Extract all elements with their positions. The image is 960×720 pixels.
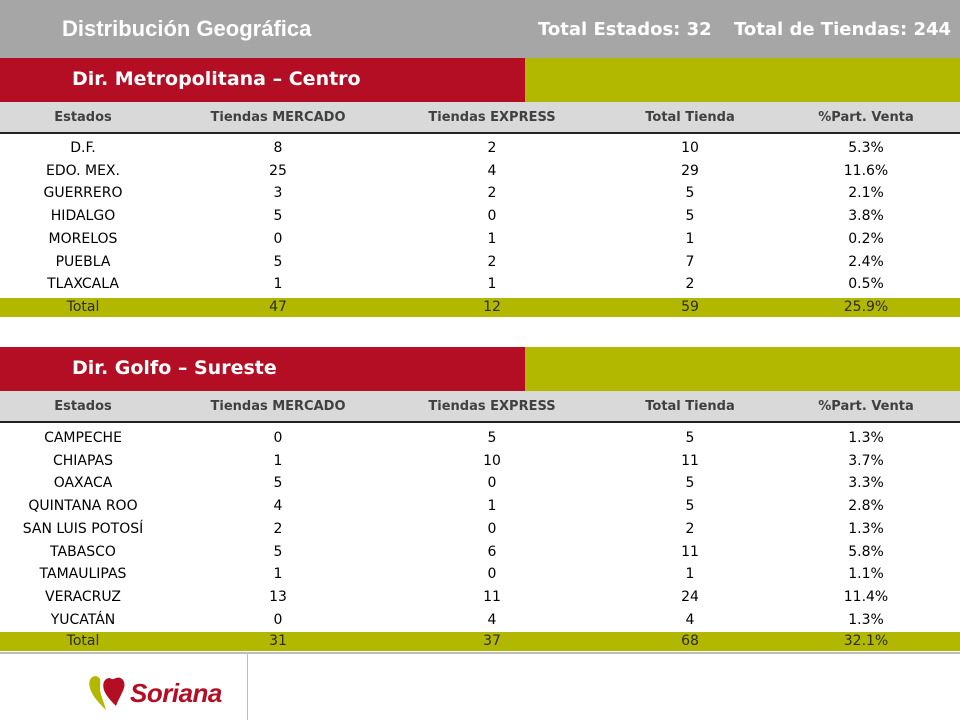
cell-total-tienda: 4 [685,611,695,628]
total-express: 37 [483,633,501,649]
cell-tiendas-express: 11 [483,588,501,605]
cell-part-venta: 2.8% [848,498,884,515]
cell-tiendas-mercado: 5 [273,543,283,560]
table-row [0,495,960,517]
table-row [0,586,960,608]
table-row [0,609,960,631]
cell-tiendas-mercado: 1 [273,276,283,293]
cell-estado: YUCATÁN [50,611,116,628]
cell-tiendas-express: 2 [487,185,497,202]
cell-part-venta: 1.3% [848,520,884,537]
col-header-total-tienda: Total Tienda [645,399,735,414]
cell-tiendas-express: 0 [487,520,497,537]
cell-estado: D.F. [70,140,96,156]
cell-estado: QUINTANA ROO [28,498,138,515]
cell-tiendas-mercado: 25 [269,162,287,179]
cell-tiendas-express: 0 [487,566,497,583]
cell-tiendas-express: 5 [487,430,497,446]
cell-total-tienda: 7 [685,253,695,270]
cell-tiendas-mercado: 5 [273,253,283,270]
cell-tiendas-mercado: 5 [273,208,283,225]
cell-tiendas-mercado: 0 [273,611,283,628]
section-accent-bar [525,58,960,102]
cell-part-venta: 5.3% [848,140,884,156]
cell-estado: MORELOS [48,230,118,247]
table-row [0,541,960,563]
cell-tiendas-mercado: 0 [273,430,283,446]
table-row [0,182,960,204]
cell-tiendas-express: 1 [487,276,497,293]
section-title: Dir. Golfo – Sureste [72,357,277,379]
cell-tiendas-express: 4 [487,162,497,179]
total-tiendas: 68 [681,633,699,649]
cell-total-tienda: 5 [685,185,695,202]
cell-tiendas-express: 4 [487,611,497,628]
total-part-venta: 32.1% [843,633,889,649]
total-label: Total [66,633,100,649]
cell-tiendas-express: 0 [487,208,497,225]
col-header-tiendas-mercado: Tiendas MERCADO [210,399,346,414]
cell-tiendas-mercado: 13 [269,588,287,605]
cell-estado: CHIAPAS [52,452,114,469]
cell-part-venta: 2.1% [848,185,884,202]
cell-estado: SAN LUIS POTOSÍ [22,520,144,537]
table-row [0,273,960,295]
col-header-part-venta: %Part. Venta [818,110,914,125]
cell-part-venta: 11.4% [843,588,889,605]
cell-estado: TAMAULIPAS [39,566,127,583]
table-row [0,518,960,540]
cell-total-tienda: 2 [685,520,695,537]
cell-total-tienda: 1 [685,566,695,583]
cell-total-tienda: 29 [681,162,699,179]
logo-wordmark: Soriana [130,678,222,708]
table-row [0,427,960,449]
soriana-logo [88,670,238,714]
footer-divider [0,652,960,654]
cell-estado: TLAXCALA [47,276,119,293]
table-row [0,228,960,250]
table-row [0,472,960,494]
table-row [0,450,960,472]
total-estados: Total Estados: 32 [538,19,712,40]
col-header-estados: Estados [54,110,112,125]
section-golfo-sureste-band [0,347,960,391]
cell-total-tienda: 11 [681,452,699,469]
cell-part-venta: 1.3% [848,430,884,446]
total-express: 12 [483,299,501,315]
page-header [0,0,960,58]
col-header-tiendas-mercado: Tiendas MERCADO [210,110,346,125]
cell-part-venta: 1.3% [848,611,884,628]
cell-tiendas-mercado: 1 [273,566,283,583]
cell-tiendas-express: 2 [487,253,497,270]
cell-total-tienda: 5 [685,498,695,515]
cell-part-venta: 1.1% [848,566,884,583]
table-row [0,160,960,182]
cell-part-venta: 3.8% [848,208,884,225]
footer-vertical-divider [247,654,248,720]
col-header-tiendas-express: Tiendas EXPRESS [428,110,556,125]
col-header-total-tienda: Total Tienda [645,110,735,125]
cell-tiendas-express: 1 [487,230,497,247]
cell-part-venta: 0.5% [848,276,884,293]
cell-tiendas-express: 0 [487,475,497,492]
cell-estado: OAXACA [53,475,113,492]
cell-tiendas-express: 1 [487,498,497,515]
table-row [0,563,960,585]
table-total-row [0,632,960,651]
total-label: Total [66,299,100,315]
cell-tiendas-mercado: 4 [273,498,283,515]
cell-tiendas-mercado: 2 [273,520,283,537]
soriana-heart-icon [88,670,130,714]
section-title-bar [0,58,525,102]
table-header [0,391,960,423]
cell-estado: HIDALGO [50,208,116,225]
cell-part-venta: 2.4% [848,253,884,270]
cell-estado: GUERRERO [43,185,123,202]
page-title: Distribución Geográfica [62,16,312,41]
cell-total-tienda: 5 [685,208,695,225]
table-header [0,102,960,134]
cell-estado: VERACRUZ [44,588,122,605]
cell-tiendas-express: 10 [483,452,501,469]
section-title-bar [0,347,525,391]
total-part-venta: 25.9% [843,299,889,315]
cell-tiendas-mercado: 5 [273,475,283,492]
cell-tiendas-mercado: 0 [273,230,283,247]
col-header-part-venta: %Part. Venta [818,399,914,414]
cell-tiendas-mercado: 8 [273,140,283,156]
cell-tiendas-mercado: 1 [273,452,283,469]
table-total-row [0,298,960,317]
cell-total-tienda: 2 [685,276,695,293]
total-mercado: 31 [269,633,287,649]
cell-estado: PUEBLA [55,253,111,270]
section-accent-bar [525,347,960,391]
col-header-tiendas-express: Tiendas EXPRESS [428,399,556,414]
col-header-estados: Estados [54,399,112,414]
table-row [0,251,960,273]
cell-total-tienda: 1 [685,230,695,247]
section-title: Dir. Metropolitana – Centro [72,68,361,90]
cell-total-tienda: 5 [685,430,695,446]
cell-part-venta: 3.7% [848,452,884,469]
cell-part-venta: 5.8% [848,543,884,560]
cell-tiendas-mercado: 3 [273,185,283,202]
cell-estado: CAMPECHE [44,430,122,446]
cell-total-tienda: 10 [681,140,699,156]
cell-part-venta: 0.2% [848,230,884,247]
total-mercado: 47 [269,299,287,315]
section-metropolitana-centro-band [0,58,960,102]
cell-total-tienda: 5 [685,475,695,492]
table-row [0,137,960,159]
cell-tiendas-express: 2 [487,140,497,156]
cell-part-venta: 11.6% [843,162,889,179]
total-tiendas: Total de Tiendas: 244 [734,19,952,40]
cell-estado: TABASCO [50,543,116,560]
cell-total-tienda: 11 [681,543,699,560]
table-row [0,205,960,227]
total-tiendas: 59 [681,299,699,315]
cell-total-tienda: 24 [681,588,699,605]
cell-estado: EDO. MEX. [46,162,120,179]
cell-tiendas-express: 6 [487,543,497,560]
cell-part-venta: 3.3% [848,475,884,492]
